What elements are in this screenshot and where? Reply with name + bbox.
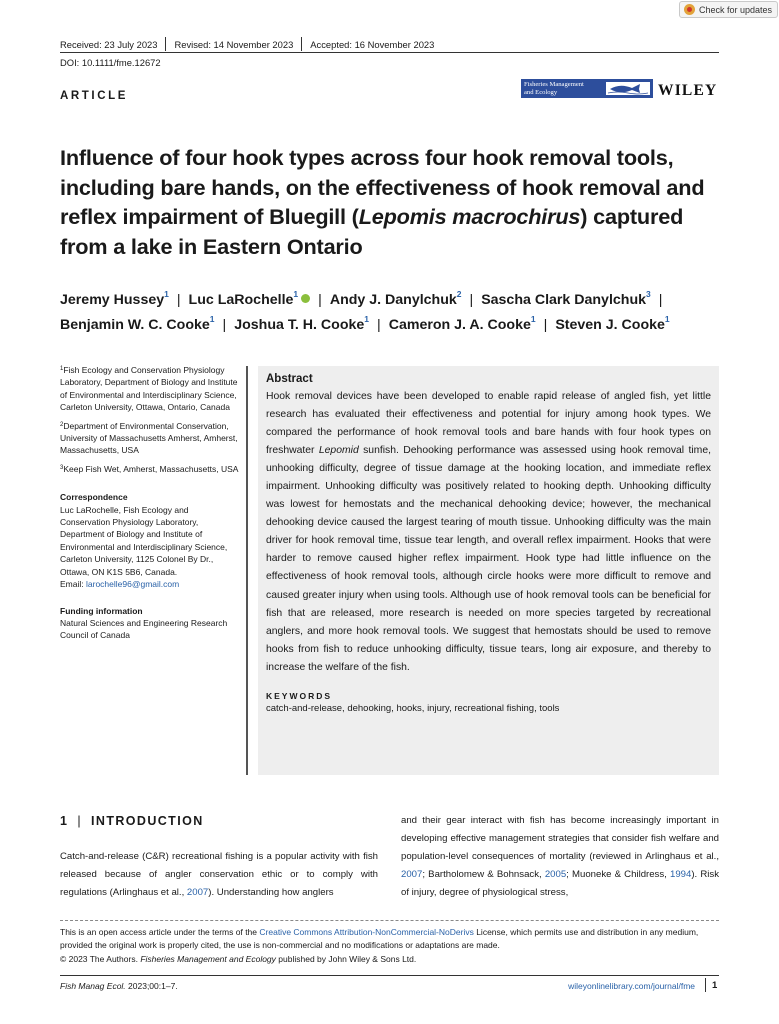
check-for-updates-button[interactable] <box>679 1 778 18</box>
footer-rule <box>60 975 719 976</box>
divider <box>165 37 166 51</box>
divider <box>301 37 302 51</box>
title-species: Lepomis macrochirus <box>358 204 581 229</box>
license-note <box>60 926 719 966</box>
section-heading: 1 | INTRODUCTION <box>60 814 204 828</box>
copyright-text: © 2023 The Authors. <box>60 953 141 964</box>
affiliation-number: 2 <box>60 421 64 428</box>
footnote-rule <box>60 920 719 921</box>
author-affiliation[interactable]: 1 <box>364 314 370 324</box>
abstract-heading: Abstract <box>266 373 313 385</box>
author-list: Jeremy Hussey$^1$ | Luc LaRochelle$^1$ | Andy J. Danylchuk$^2$ | Sascha Clark Danylchuk$^3$ | Benjamin W. C. Cooke$^1$ | Joshua T. H. Cooke$^1$ | Cameron J. A. Cooke$^1$ | Steven J. Cooke$^1$ <box>60 289 670 333</box>
body-text: Catch-and-release (C&R) recreational fishing is a popular activity with fish released because of angler conservation ethic or to comply with regulations (Arlinghaus et al., <box>60 851 378 898</box>
affiliation-text: Fish Ecology and Conservation Physiology Laboratory, Department of Biology and Institute of Environmental and Interdisciplinary Science, Carleton University, Ottawa, Ontario, Canada <box>60 365 238 413</box>
doi[interactable]: DOI: 10.1111/fme.12672 <box>60 57 161 68</box>
affiliation-number: 1 <box>60 366 64 372</box>
funding-heading: Funding information <box>60 605 143 616</box>
correspondence-block <box>60 504 240 591</box>
header-rule <box>60 52 719 53</box>
abstract-genus: Lepomid <box>318 445 359 457</box>
title-part2: ) captured from a lake in Eastern Ontario <box>60 204 684 259</box>
author-name[interactable]: Andy J. Danylchuk <box>329 292 457 308</box>
body-text: ; Muoneke & Childress, <box>566 869 670 880</box>
funding-text: Natural Sciences and Engineering Research Council of Canada <box>60 617 228 641</box>
email-label: Email: <box>60 579 84 590</box>
body-column-2 <box>401 812 719 902</box>
author-name[interactable]: Steven J. Cooke <box>555 317 665 333</box>
affiliation-1 <box>60 364 240 414</box>
citation-text: 2023;00:1–7. <box>125 981 178 991</box>
author-affiliation[interactable]: 3 <box>646 289 651 299</box>
journal-logo <box>521 79 653 98</box>
citation-footer <box>60 981 178 991</box>
body-text: ). Risk of injury, degree of physiological stress, <box>401 869 719 898</box>
author-affiliation[interactable]: 1 <box>209 314 215 324</box>
author-name[interactable]: Luc LaRochelle <box>188 292 294 308</box>
body-text: ; Bartholomew & Bohnsack, <box>422 869 545 880</box>
author-affiliation[interactable]: 1 <box>530 314 536 324</box>
author-affiliation[interactable]: 2 <box>456 289 462 299</box>
section-title: INTRODUCTION <box>91 814 204 828</box>
affiliation-number: 3 <box>60 464 64 471</box>
received-date: Received: 23 July 2023 <box>60 38 158 50</box>
dates-bar <box>60 37 434 51</box>
author-name[interactable]: Benjamin W. C. Cooke <box>60 317 210 333</box>
body-text: ). Understanding how anglers <box>208 887 334 898</box>
affiliation-3 <box>60 463 240 475</box>
citation-link[interactable]: 2007 <box>401 869 423 880</box>
license-text: License, which permits use and distribution in any medium, provided the original work is properly cited, the use is non-commercial and no modifications or adaptations are made. <box>60 927 699 951</box>
body-text: and their gear interact with fish has become increasingly important in developing effective management strategies that consider fish welfare and population-level consequences of mortality (reviewed in Arlinghaus et al., <box>401 815 719 862</box>
publisher-logo: WILEY <box>658 82 718 99</box>
check-updates-icon <box>684 4 695 15</box>
copyright-journal: Fisheries Management and Ecology <box>140 953 276 964</box>
abstract-text-a: Hook removal devices have been developed to enable rapid release of angled fish, yet little research has evaluated their effectiveness and potential for injury among hook types. We compared the performance of hook removal tools and bare hands with four hook types on freshwater <box>266 391 711 457</box>
journal-logo-line1: Fisheries Management <box>524 81 584 88</box>
correspondence-heading: Correspondence <box>60 492 128 503</box>
sidebar-divider <box>246 366 248 775</box>
author-name[interactable]: Joshua T. H. Cooke <box>234 317 365 333</box>
copyright-text: published by John Wiley & Sons Ltd. <box>275 953 417 964</box>
section-number: 1 <box>60 814 69 828</box>
journal-url-link[interactable]: wileyonlinelibrary.com/journal/fme <box>568 981 695 991</box>
email-link[interactable]: larochelle96@gmail.com <box>86 579 180 590</box>
article-type-label: ARTICLE <box>60 90 129 102</box>
affiliation-2 <box>60 420 240 457</box>
license-link[interactable]: Creative Commons Attribution-NonCommercial-NoDerivs <box>259 927 474 937</box>
fish-logo-icon <box>606 82 650 95</box>
author-name[interactable]: Sascha Clark Danylchuk <box>481 292 646 308</box>
body-column-1 <box>60 848 378 902</box>
keywords-text: catch-and-release, dehooking, hooks, injury, recreational fishing, tools <box>266 702 560 714</box>
footer-divider <box>705 978 706 992</box>
keywords-heading: KEYWORDS <box>266 690 333 701</box>
citation-link[interactable]: 2007 <box>186 887 209 898</box>
journal-abbrev: Fish Manag Ecol. <box>60 981 126 991</box>
author-affiliation[interactable]: 1 <box>664 314 670 324</box>
citation-link[interactable]: 1994 <box>669 869 692 880</box>
journal-logo-line2: and Ecology <box>524 88 558 96</box>
abstract-text <box>266 388 711 677</box>
abstract-text-b: sunfish. Dehooking performance was assessed using hook removal time, unhooking difficulty, degree of tissue damage at the hooking location, and immediate reflex impairment. Unhooking difficulty was positively related to hooking depth. Unhooking difficulty was lowest for hemostats and the mechanical dehooking device; however, the mechanical dehooking device caused the largest tearing of mouth tissue. Unhooking difficulty was the main driver for hook removal time, tissue tear length, and overall reflex impairment. Hooks that were harder to remove caused higher reflex impairment. Hook type had little influence on the effectiveness of hook removal tools, although circle hooks were more difficult to remove and caused greater injury when using tools. Although use of hook removal tools can be beneficial for fish that are released, more research is needed on more species targeted by recreational anglers, and more hook removal tools. We suggest that hemostats should be used to remove hooks from fish to reduce unhooking difficulty, tissue tears, long air exposure, and thereby to increase the welfare of the fish. <box>266 445 711 673</box>
license-text: This is an open access article under the terms of the <box>60 927 260 937</box>
orcid-icon[interactable] <box>301 294 310 303</box>
title-part1: Influence of four hook types across four hook removal tools, including bare hands, on the effectiveness of hook removal and reflex impairment of Bluegill ( <box>60 145 705 229</box>
correspondence-text: Luc LaRochelle, Fish Ecology and Conservation Physiology Laboratory, Department of Biology and Institute of Environmental and Interdisciplinary Science, Carleton University, 1125 Colonel By Dr., Ottawa, ON K1S 5B6, Canada. <box>60 504 228 577</box>
affiliation-text: Keep Fish Wet, Amherst, Massachusetts, USA <box>63 463 239 474</box>
check-updates-label: Check for updates <box>699 4 773 15</box>
abstract-box <box>258 366 719 775</box>
affiliation-text: Department of Environmental Conservation, University of Massachusetts Amherst, Amherst, Massachusetts, USA <box>60 420 238 456</box>
author-affiliation[interactable]: 1 <box>164 289 169 299</box>
accepted-date: Accepted: 16 November 2023 <box>310 38 435 50</box>
revised-date: Revised: 14 November 2023 <box>174 38 294 50</box>
page-number: 1 <box>712 980 718 991</box>
article-title <box>60 143 732 261</box>
citation-link[interactable]: 2005 <box>544 869 567 880</box>
author-affiliation[interactable]: 1 <box>293 289 299 299</box>
front-matter-sidebar <box>60 364 240 648</box>
author-name[interactable]: Cameron J. A. Cooke <box>388 317 531 333</box>
author-name[interactable]: Jeremy Hussey <box>60 292 165 308</box>
